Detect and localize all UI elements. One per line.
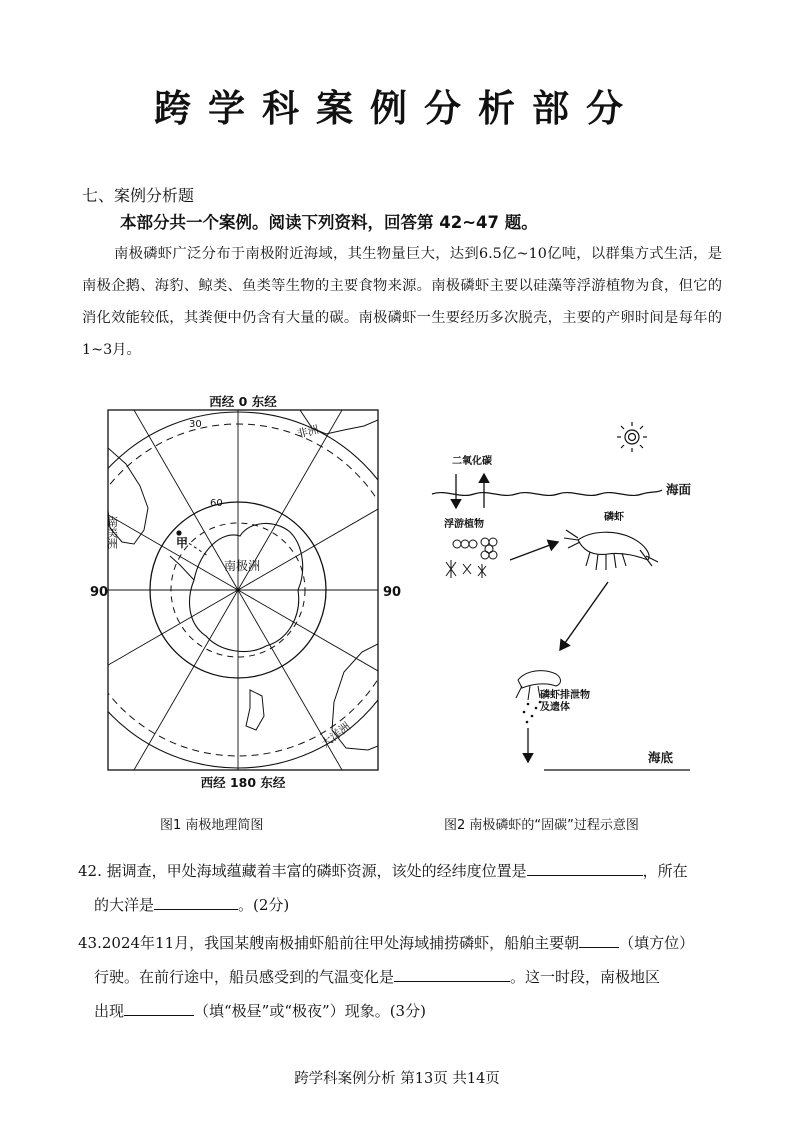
q42-text-c: 的大洋是 (94, 896, 155, 914)
q42-text-d: 。(2分) (238, 896, 290, 914)
question-42 (78, 854, 730, 922)
question-43 (78, 926, 730, 1028)
co2-label: 二氧化碳 (452, 456, 492, 467)
krill-carbon-diagram (432, 422, 692, 770)
antarctica-label: 南极洲 (224, 559, 261, 573)
page-title: 跨学科案例分析部分 (154, 87, 640, 130)
south-america-label: 南美洲 (105, 516, 119, 549)
page-footer: 跨学科案例分析 第13页 共14页 (294, 1071, 500, 1087)
oceania-label: 大洋洲 (318, 719, 353, 751)
excreta-label-line1: 磷虾排泄物 (540, 690, 590, 701)
map-right-90: 90 (383, 585, 402, 600)
q42-text-b: ，所在 (642, 862, 688, 880)
q43-text-c: 行驶。在前行途中，船员感受到的气温变化是 (94, 968, 395, 986)
lat-60-label: 60 (210, 498, 223, 509)
map-left-90: 90 (90, 585, 109, 600)
phytoplankton-icon (446, 538, 497, 578)
antarctic-peninsula (170, 556, 194, 580)
phytoplankton-label: 浮游植物 (444, 519, 484, 530)
excreta-label-line2: 及遗体 (540, 702, 570, 713)
sun-icon (617, 422, 647, 452)
q43-blank-direction[interactable] (579, 927, 619, 948)
sea-floor-label: 海底 (648, 750, 674, 765)
q42-text-a: 据调查，甲处海域蕴藏着丰富的磷虾资源，该处的经纬度位置是 (106, 862, 527, 880)
figures (90, 390, 700, 810)
map-top-label: 西经 0 东经 (209, 394, 277, 409)
q43-text-d: 。这一时段，南极地区 (510, 968, 661, 986)
krill-to-excreta-arrow (560, 582, 608, 650)
q42-blank-ocean[interactable] (154, 889, 238, 910)
sinking-particles (523, 701, 542, 724)
q43-text-a: 2024年11月，我国某艘南极捕虾船前往甲处海域捕捞磷虾，船舶主要朝 (101, 934, 580, 952)
q43-text-f: （填“极昼”或“极夜”）现象。(3分) (194, 1002, 426, 1020)
reading-paragraph: 南极磷虾广泛分布于南极附近海域，其生物量巨大，达到6.5亿~10亿吨，以群集方式生活，是南极企鹅、海豹、鲸类、鱼类等生物的主要食物来源。南极磷虾主要以硅藻等浮游植物为食，但它的消化效能较低，其粪便中仍含有大量的碳。南极磷虾一生要经历多次脱壳，主要的产卵时间是每年的1~3月。 (82, 246, 722, 358)
new-zealand-outline (246, 690, 264, 730)
krill-label: 磷虾 (604, 512, 624, 523)
q43-blank-polar-phenomenon[interactable] (124, 995, 194, 1016)
figure2-caption: 图2 南极磷虾的“固碳”过程示意图 (444, 818, 639, 833)
q43-text-b: （填方位） (619, 934, 695, 952)
map-bottom-label: 西经 180 东经 (200, 775, 286, 790)
sea-surface-label: 海面 (666, 482, 692, 497)
q42-blank-location[interactable] (527, 855, 643, 876)
sea-surface-line (432, 490, 662, 495)
section-heading: 七、案例分析题 (82, 186, 195, 205)
section-intro: 本部分共一个案例。阅读下列资料，回答第 42~47 题。 (120, 213, 538, 232)
africa-label: 非洲 (295, 422, 321, 441)
lat-30-label: 30 (189, 419, 202, 430)
q43-number: 43. (78, 934, 102, 952)
point-jia-marker (176, 530, 181, 535)
q42-number: 42. (78, 862, 102, 880)
q43-text-e: 出现 (94, 1002, 125, 1020)
figure1-caption: 图1 南极地理简图 (160, 818, 264, 833)
point-jia-label: 甲 (176, 536, 189, 550)
krill-icon (564, 530, 658, 570)
phyto-to-krill-arrow (510, 542, 558, 560)
q43-blank-temperature[interactable] (394, 961, 510, 982)
